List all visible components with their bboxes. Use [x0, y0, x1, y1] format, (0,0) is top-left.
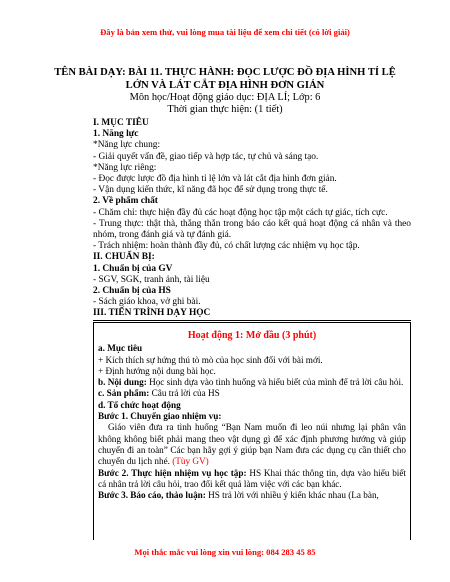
objective-item-1: + Kích thích sự hứng thú tò mò của học sinh đối với bài mới. — [98, 354, 323, 365]
hs-preparation-item: - Sách giáo khoa, vở ghi bài. — [93, 297, 201, 308]
quality-item-1: - Chăm chỉ: thực hiện đầy đủ các hoạt động học tập một cách tự giác, tích cực. — [93, 207, 388, 218]
product-label: c. Sản phẩm: — [98, 388, 150, 399]
contact-banner: Mọi thắc mắc vui lòng xin vui lòng: 084 283 45 85 — [134, 547, 316, 557]
step-3-text: HS trả lời với nhiều ý kiến khác nhau (La bàn, — [205, 490, 379, 501]
time-line: Thời gian thực hiện: (1 tiết) — [167, 104, 283, 115]
preview-banner: Đây là bản xem thử, vui lòng mua tài liệu để xem chi tiết (có lời giải) — [100, 27, 350, 37]
lesson-title-line-2: LỚN VÀ LÁT CẮT ĐỊA HÌNH ĐƠN GIẢN — [125, 80, 325, 91]
step-3-paragraph — [98, 490, 406, 501]
content-paragraph — [98, 377, 406, 388]
step-2-text: HS Khai thác thông tin, dựa vào hiểu biết cá nhân trả lời câu hỏi, trao đổi kết quả làm việc với các bạn khác. — [98, 467, 406, 489]
specific-competency-item-2: - Vận dụng kiến thức, kĩ năng đã học để sử dụng trong thực tế. — [93, 185, 328, 196]
content-text: Học sinh dựa vào tình huống và hiểu biết của mình để trả lời câu hỏi. — [146, 377, 404, 388]
subject-line: Môn học/Hoạt động giáo dục: ĐỊA LÍ; Lớp: 6 — [129, 92, 321, 103]
section-heading-process: III. TIẾN TRÌNH DẠY HỌC — [93, 308, 211, 319]
objective-item-2: + Định hướng nội dung bài học. — [98, 365, 216, 376]
content-label: b. Nội dung: — [98, 377, 147, 388]
step-2-paragraph — [98, 468, 406, 491]
specific-competency-item-1: - Đọc được lược đồ địa hình tỉ lệ lớn và lát cắt địa hình đơn giản. — [93, 174, 337, 185]
section-heading-preparation: II. CHUẨN BỊ: — [93, 252, 155, 263]
product-text: Câu trả lời của HS — [149, 388, 220, 399]
activity-title: Hoạt động 1: Mở đầu (3 phút) — [187, 330, 317, 341]
table-divider — [93, 320, 411, 321]
lesson-title — [40, 66, 410, 92]
objectives-section — [93, 118, 411, 320]
specific-competency-label: *Năng lực riêng: — [93, 162, 157, 173]
lesson-title-line-1: TÊN BÀI DẠY: BÀI 11. THỰC HÀNH: ĐỌC LƯỢC ĐỒ ĐỊA HÌNH TỈ LỆ — [54, 67, 396, 78]
quality-item-2: - Trung thực: thật thà, thẳng thắn trong báo cáo kết quả hoạt động cá nhân và theo nhóm, trong đánh giá và tự đánh giá. — [93, 218, 411, 241]
activity-table-cell — [93, 322, 411, 540]
gv-preparation-heading: 1. Chuẩn bị của GV — [93, 263, 173, 274]
objective-label: a. Mục tiêu — [98, 343, 143, 354]
general-competency-label: *Năng lực chung: — [93, 140, 161, 151]
competency-heading: 1. Năng lực — [93, 129, 139, 140]
organization-label: d. Tổ chức hoạt động — [98, 399, 181, 410]
general-competency-item: - Giải quyết vấn đề, giao tiếp và hợp tác, tự chủ và sáng tạo. — [93, 151, 319, 162]
section-heading-objectives: I. MỤC TIÊU — [93, 118, 149, 128]
step-2-label: Bước 2. Thực hiện nhiệm vụ học tập: — [98, 467, 247, 478]
quality-item-3: - Trách nhiệm: hoàn thành đầy đủ, có chất lượng các nhiệm vụ học tập. — [93, 241, 360, 252]
step-1-text: Giáo viên đưa ra tình huống “Bạn Nam muốn đi leo núi nhưng lại phân vân không không biết phải mang theo vật dụng gì để xác định phương hướng và giúp chuyến đi an toàn” Các bạn hãy gợi ý giúp bạn Nam đưa các dụng cụ cần thiết cho chuyến du lịch nhé. — [98, 422, 406, 467]
gv-preparation-item: - SGV, SGK, tranh ảnh, tài liệu — [93, 274, 210, 285]
step-1-note: (Tùy GV) — [169, 456, 209, 467]
step-1-label: Bước 1. Chuyển giao nhiệm vụ: — [98, 411, 222, 422]
step-1-paragraph — [98, 422, 406, 467]
step-3-label: Bước 3. Báo cáo, thảo luận: — [98, 490, 206, 501]
product-paragraph — [98, 388, 406, 399]
quality-heading: 2. Về phẩm chất — [93, 196, 158, 207]
hs-preparation-heading: 2. Chuẩn bị của HS — [93, 286, 171, 297]
